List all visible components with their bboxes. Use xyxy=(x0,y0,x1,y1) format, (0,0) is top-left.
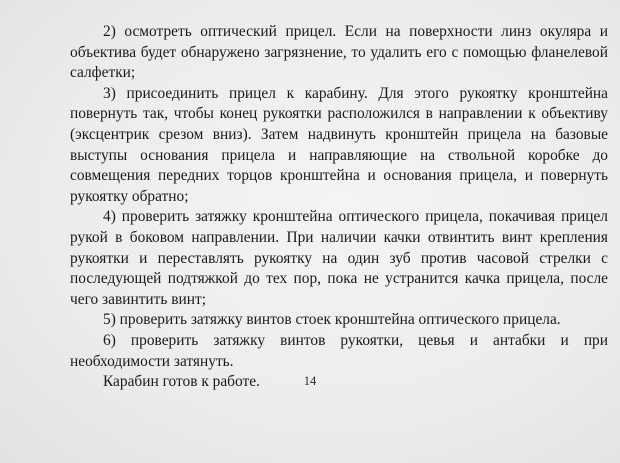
paragraph-step-4: 4) проверить затяжку кронштейна оптического прицела, покачивая прицел рукой в боковом направлении. При наличии качки отвинтить винт крепления рукоятки и переставлять рукоятку на один зуб против часовой стрелки с последующей подтяжкой до тех пор, пока не устранится качка прицела, после чего завинтить винт; xyxy=(70,208,608,308)
text-body xyxy=(70,22,608,393)
page-number: 14 xyxy=(303,374,317,388)
paragraph-step-6: 6) проверить затяжку винтов рукоятки, цевья и антабки и при необходимости затянуть. xyxy=(70,331,608,370)
paragraph-step-3: 3) присоединить прицел к карабину. Для этого рукоятку кронштейна повернуть так, чтобы конец рукоятки расположился в направлении к объективу (эксцентрик срезом вниз). Затем надвинуть кронштейн прицела на базовые выступы основания прицела и направляющие на ствольной коробке до совмещения передних торцов кронштейна и основания прицела, и повернуть рукоятку обратно; xyxy=(70,84,608,205)
paragraph-conclusion: Карабин готов к работе. xyxy=(103,373,260,391)
paragraph-step-5: 5) проверить затяжку винтов стоек кронштейна оптического прицела. xyxy=(103,311,561,329)
paragraph-step-2: 2) осмотреть оптический прицел. Если на поверхности линз окуляра и объектива будет обнаружено загрязнение, то удалить его с помощью фланелевой салфетки; xyxy=(70,23,608,82)
